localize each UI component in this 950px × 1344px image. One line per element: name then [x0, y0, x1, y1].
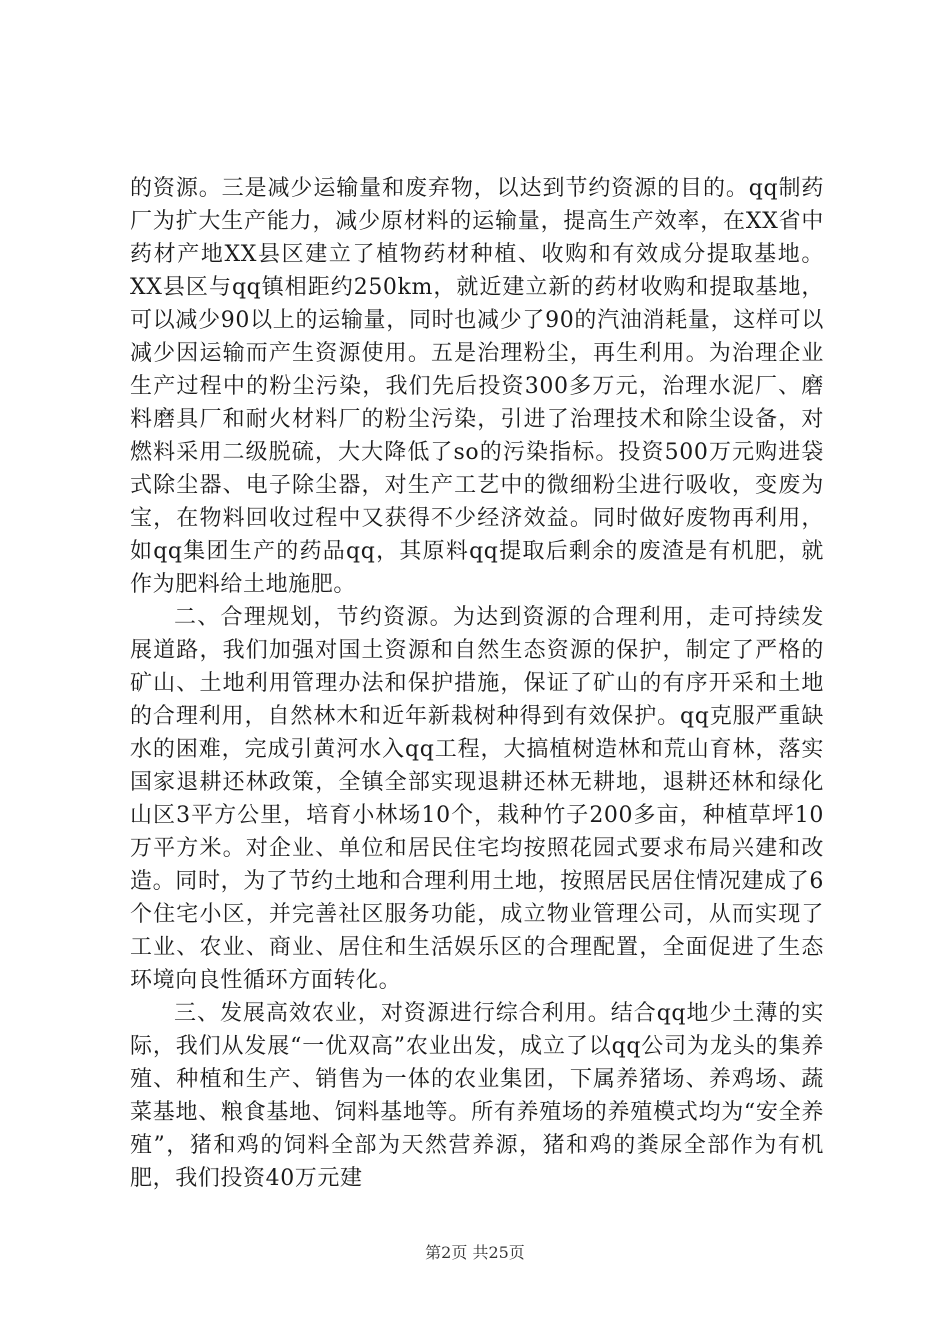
page-footer: 第2页 共25页	[425, 1243, 525, 1262]
document-body	[130, 172, 824, 1195]
paragraph-1: 的资源。三是减少运输量和废弃物，以达到节约资源的目的。qq制药厂为扩大生产能力，减少原材料的运输量，提高生产效率，在XX省中药材产地XX县区建立了植物药材种植、收购和有效成分提取基地。XX县区与qq镇相距约250km，就近建立新的药材收购和提取基地，可以减少90以上的运输量，同时也减少了90的汽油消耗量，这样可以减少因运输而产生资源使用。五是治理粉尘，再生利用。为治理企业生产过程中的粉尘污染，我们先后投资300多万元，治理水泥厂、磨料磨具厂和耐火材料厂的粉尘污染，引进了治理技术和除尘设备，对燃料采用二级脱硫，大大降低了so的污染指标。投资500万元购进袋式除尘器、电子除尘器，对生产工艺中的微细粉尘进行吸收，变废为宝，在物料回收过程中又获得不少经济效益。同时做好废物再利用，如qq集团生产的药品qq，其原料qq提取后剩余的废渣是有机肥，就作为肥料给土地施肥。	[130, 176, 824, 597]
paragraph-2: 二、合理规划，节约资源。为达到资源的合理利用，走可持续发展道路，我们加强对国土资源和自然生态资源的保护，制定了严格的矿山、土地利用管理办法和保护措施，保证了矿山的有序开采和土地的合理利用，自然林木和近年新栽树种得到有效保护。qq克服严重缺水的困难，完成引黄河水入qq工程，大搞植树造林和荒山育林，落实国家退耕还林政策，全镇全部实现退耕还林无耕地，退耕还林和绿化山区3平方公里，培育小林场10个，栽种竹子200多亩，种植草坪10万平方米。对企业、单位和居民住宅均按照花园式要求布局兴建和改造。同时，为了节约土地和合理利用土地，按照居民居住情况建成了6个住宅小区，并完善社区服务功能，成立物业管理公司，从而实现了工业、农业、商业、居住和生活娱乐区的合理配置，全面促进了生态环境向良性循环方面转化。	[130, 605, 824, 993]
paragraph-3: 三、发展高效农业，对资源进行综合利用。结合qq地少土薄的实际，我们从发展“一优双高”农业出发，成立了以qq公司为龙头的集养殖、种植和生产、销售为一体的农业集团，下属养猪场、养鸡场、蔬菜基地、粮食基地、饲料基地等。所有养殖场的养殖模式均为“安全养殖”，猪和鸡的饲料全部为天然营养源，猪和鸡的粪尿全部作为有机肥，我们投资40万元建	[130, 1001, 824, 1191]
